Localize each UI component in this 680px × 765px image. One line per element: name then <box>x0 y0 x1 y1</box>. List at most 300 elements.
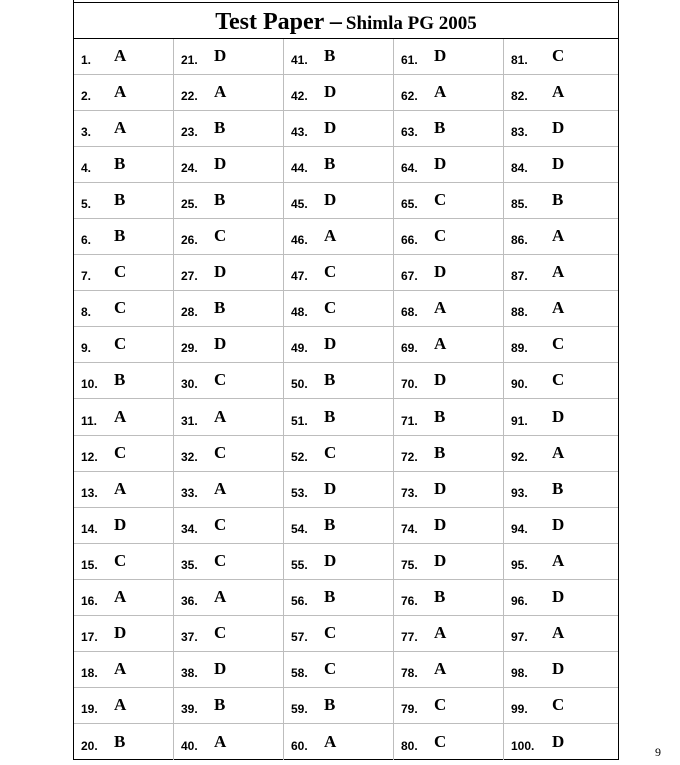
answer-cell <box>174 255 284 290</box>
question-number: 26. <box>181 233 198 248</box>
question-number: 78. <box>401 665 418 680</box>
answer-cell <box>284 580 394 615</box>
answer-letter: A <box>434 334 447 354</box>
question-number: 19. <box>81 701 98 716</box>
question-number: 96. <box>511 593 528 608</box>
answer-cell <box>174 688 284 723</box>
question-number: 88. <box>511 305 528 320</box>
question-number: 50. <box>291 377 308 392</box>
answer-cell <box>504 580 618 615</box>
question-number: 14. <box>81 521 98 536</box>
answer-letter: D <box>214 46 227 66</box>
question-number: 53. <box>291 485 308 500</box>
answer-letter: B <box>552 190 564 210</box>
answer-row <box>74 111 618 147</box>
question-number: 57. <box>291 629 308 644</box>
answer-cell <box>284 75 394 110</box>
answer-letter: A <box>214 82 227 102</box>
answer-cell <box>394 111 504 146</box>
question-number: 98. <box>511 665 528 680</box>
answer-cell <box>74 688 174 723</box>
answer-cell <box>504 39 618 74</box>
answer-cell <box>74 363 174 398</box>
question-number: 60. <box>291 738 308 753</box>
answer-cell <box>394 580 504 615</box>
answer-letter: B <box>324 406 336 426</box>
question-number: 6. <box>81 233 92 248</box>
answer-letter: B <box>324 514 336 534</box>
answer-cell <box>74 75 174 110</box>
answer-letter: D <box>552 406 565 426</box>
answer-row <box>74 219 618 255</box>
answer-row <box>74 580 618 616</box>
question-number: 25. <box>181 197 198 212</box>
answer-letter: D <box>324 478 337 498</box>
answer-letter: D <box>324 334 337 354</box>
question-number: 13. <box>81 485 98 500</box>
answer-letter: C <box>324 262 337 282</box>
question-number: 47. <box>291 269 308 284</box>
answer-cell <box>284 291 394 326</box>
question-number: 9. <box>81 341 92 356</box>
answer-letter: A <box>552 442 565 462</box>
answer-cell <box>394 147 504 182</box>
question-number: 49. <box>291 341 308 356</box>
answer-cell <box>174 580 284 615</box>
answer-letter: C <box>114 334 127 354</box>
answer-row <box>74 724 618 760</box>
answer-letter: D <box>552 731 565 751</box>
question-number: 23. <box>181 125 198 140</box>
answer-letter: B <box>324 694 336 714</box>
answer-cell <box>284 724 394 760</box>
answer-cell <box>504 436 618 471</box>
answer-cell <box>174 436 284 471</box>
question-number: 86. <box>511 233 528 248</box>
answer-row <box>74 399 618 435</box>
answer-letter: D <box>434 370 447 390</box>
answer-cell <box>74 652 174 687</box>
answer-cell <box>284 111 394 146</box>
question-number: 58. <box>291 665 308 680</box>
answer-cell <box>174 472 284 507</box>
question-number: 44. <box>291 161 308 176</box>
answer-cell <box>394 183 504 218</box>
question-number: 67. <box>401 269 418 284</box>
question-number: 28. <box>181 305 198 320</box>
answer-cell <box>394 219 504 254</box>
question-number: 4. <box>81 161 92 176</box>
question-number: 77. <box>401 629 418 644</box>
answer-letter: D <box>552 118 565 138</box>
question-number: 65. <box>401 197 418 212</box>
answer-cell <box>394 399 504 434</box>
answer-cell <box>504 544 618 579</box>
answer-letter: C <box>434 694 447 714</box>
question-number: 91. <box>511 413 528 428</box>
answer-letter: B <box>324 154 336 174</box>
answer-letter: C <box>324 622 337 642</box>
answer-cell <box>394 544 504 579</box>
answer-cell <box>74 544 174 579</box>
answer-letter: B <box>114 370 126 390</box>
answer-cell <box>284 544 394 579</box>
question-number: 35. <box>181 557 198 572</box>
answer-letter: D <box>552 658 565 678</box>
answer-letter: A <box>114 694 127 714</box>
answer-cell <box>74 255 174 290</box>
answer-cell <box>174 652 284 687</box>
question-number: 83. <box>511 125 528 140</box>
question-number: 10. <box>81 377 98 392</box>
question-number: 48. <box>291 305 308 320</box>
question-number: 5. <box>81 197 92 212</box>
question-number: 37. <box>181 629 198 644</box>
answer-cell <box>394 724 504 760</box>
question-number: 75. <box>401 557 418 572</box>
answer-cell <box>284 327 394 362</box>
answer-letter: B <box>552 478 564 498</box>
answer-letter: D <box>552 586 565 606</box>
question-number: 21. <box>181 53 198 68</box>
answer-row <box>74 75 618 111</box>
answer-letter: C <box>324 658 337 678</box>
answer-letter: A <box>434 298 447 318</box>
answer-letter: C <box>434 190 447 210</box>
question-number: 40. <box>181 738 198 753</box>
answer-letter: A <box>552 226 565 246</box>
answer-letter: D <box>114 622 127 642</box>
answer-letter: D <box>434 154 447 174</box>
answer-letter: B <box>324 586 336 606</box>
answer-row <box>74 327 618 363</box>
answer-cell <box>74 472 174 507</box>
answer-letter: D <box>324 82 337 102</box>
question-number: 56. <box>291 593 308 608</box>
answer-cell <box>394 436 504 471</box>
question-number: 70. <box>401 377 418 392</box>
question-number: 80. <box>401 738 418 753</box>
question-number: 29. <box>181 341 198 356</box>
answer-grid <box>74 39 618 759</box>
answer-cell <box>74 399 174 434</box>
answer-letter: C <box>434 731 447 751</box>
question-number: 99. <box>511 701 528 716</box>
question-number: 93. <box>511 485 528 500</box>
answer-cell <box>394 327 504 362</box>
question-number: 8. <box>81 305 92 320</box>
answer-cell <box>504 75 618 110</box>
answer-cell <box>394 291 504 326</box>
answer-letter: B <box>434 586 446 606</box>
question-number: 76. <box>401 593 418 608</box>
question-number: 15. <box>81 557 98 572</box>
answer-cell <box>74 147 174 182</box>
answer-letter: A <box>114 118 127 138</box>
question-number: 71. <box>401 413 418 428</box>
answer-letter: D <box>434 262 447 282</box>
answer-cell <box>504 111 618 146</box>
question-number: 7. <box>81 269 92 284</box>
answer-letter: A <box>434 622 447 642</box>
answer-cell <box>174 327 284 362</box>
question-number: 39. <box>181 701 198 716</box>
question-number: 62. <box>401 89 418 104</box>
answer-letter: A <box>434 658 447 678</box>
answer-row <box>74 183 618 219</box>
answer-cell <box>504 183 618 218</box>
answer-cell <box>504 291 618 326</box>
answer-cell <box>74 580 174 615</box>
answer-cell <box>74 183 174 218</box>
page-title: Test Paper – <box>215 9 342 35</box>
question-number: 72. <box>401 449 418 464</box>
answer-cell <box>284 688 394 723</box>
answer-cell <box>74 508 174 543</box>
answer-row <box>74 616 618 652</box>
answer-cell <box>174 544 284 579</box>
answer-letter: D <box>552 154 565 174</box>
question-number: 92. <box>511 449 528 464</box>
answer-cell <box>284 652 394 687</box>
answer-letter: C <box>324 298 337 318</box>
question-number: 89. <box>511 341 528 356</box>
question-number: 79. <box>401 701 418 716</box>
answer-cell <box>74 219 174 254</box>
question-number: 45. <box>291 197 308 212</box>
answer-letter: D <box>434 550 447 570</box>
answer-cell <box>74 616 174 651</box>
answer-letter: C <box>214 514 227 534</box>
answer-cell <box>174 111 284 146</box>
answer-cell <box>394 508 504 543</box>
answer-row <box>74 255 618 291</box>
answer-letter: D <box>214 154 227 174</box>
answer-cell <box>284 255 394 290</box>
question-number: 64. <box>401 161 418 176</box>
answer-cell <box>284 363 394 398</box>
answer-letter: D <box>324 190 337 210</box>
answer-letter: B <box>114 226 126 246</box>
answer-cell <box>504 688 618 723</box>
answer-letter: B <box>114 190 126 210</box>
answer-letter: A <box>214 586 227 606</box>
answer-letter: C <box>552 334 565 354</box>
answer-letter: B <box>114 731 126 751</box>
answer-cell <box>284 147 394 182</box>
answer-letter: A <box>434 82 447 102</box>
answer-cell <box>74 436 174 471</box>
answer-row <box>74 688 618 724</box>
answer-cell <box>504 724 618 760</box>
question-number: 30. <box>181 377 198 392</box>
answer-letter: D <box>214 262 227 282</box>
answer-letter: A <box>114 586 127 606</box>
answer-cell <box>394 39 504 74</box>
answer-letter: B <box>324 46 336 66</box>
answer-letter: D <box>434 46 447 66</box>
answer-cell <box>174 39 284 74</box>
answer-letter: B <box>214 298 226 318</box>
answer-cell <box>74 291 174 326</box>
answer-cell <box>174 291 284 326</box>
answer-cell <box>284 183 394 218</box>
answer-cell <box>504 327 618 362</box>
answer-letter: A <box>214 406 227 426</box>
answer-letter: A <box>114 406 127 426</box>
answer-letter: C <box>214 442 227 462</box>
answer-letter: A <box>552 550 565 570</box>
answer-letter: A <box>114 658 127 678</box>
answer-cell <box>394 688 504 723</box>
answer-letter: A <box>552 298 565 318</box>
answer-letter: C <box>552 46 565 66</box>
question-number: 24. <box>181 161 198 176</box>
answer-letter: C <box>324 442 337 462</box>
answer-cell <box>74 327 174 362</box>
question-number: 33. <box>181 485 198 500</box>
answer-cell <box>284 219 394 254</box>
question-number: 36. <box>181 593 198 608</box>
answer-cell <box>174 147 284 182</box>
question-number: 55. <box>291 557 308 572</box>
question-number: 22. <box>181 89 198 104</box>
question-number: 81. <box>511 53 528 68</box>
question-number: 66. <box>401 233 418 248</box>
answer-letter: D <box>434 514 447 534</box>
answer-letter: D <box>324 118 337 138</box>
answer-cell <box>504 147 618 182</box>
question-number: 74. <box>401 521 418 536</box>
answer-letter: D <box>434 478 447 498</box>
answer-cell <box>174 724 284 760</box>
title-row <box>74 2 618 39</box>
question-number: 85. <box>511 197 528 212</box>
answer-cell <box>284 472 394 507</box>
answer-cell <box>394 652 504 687</box>
question-number: 41. <box>291 53 308 68</box>
question-number: 73. <box>401 485 418 500</box>
answer-letter: A <box>114 478 127 498</box>
answer-cell <box>284 616 394 651</box>
question-number: 18. <box>81 665 98 680</box>
answer-cell <box>394 363 504 398</box>
answer-row <box>74 291 618 327</box>
answer-cell <box>284 436 394 471</box>
answer-cell <box>394 255 504 290</box>
answer-letter: C <box>214 622 227 642</box>
answer-cell <box>504 255 618 290</box>
answer-row <box>74 544 618 580</box>
answer-row <box>74 39 618 75</box>
answer-cell <box>74 724 174 760</box>
answer-letter: C <box>214 550 227 570</box>
answer-letter: C <box>114 550 127 570</box>
answer-cell <box>284 399 394 434</box>
answer-letter: A <box>552 262 565 282</box>
question-number: 34. <box>181 521 198 536</box>
answer-letter: A <box>114 46 127 66</box>
answer-letter: A <box>214 731 227 751</box>
question-number: 32. <box>181 449 198 464</box>
answer-cell <box>504 472 618 507</box>
answer-letter: D <box>552 514 565 534</box>
answer-cell <box>284 508 394 543</box>
page-subtitle: Shimla PG 2005 <box>345 13 477 34</box>
answer-letter: A <box>114 82 127 102</box>
question-number: 1. <box>81 53 92 68</box>
answer-cell <box>174 363 284 398</box>
answer-letter: B <box>434 118 446 138</box>
question-number: 31. <box>181 413 198 428</box>
answer-letter: C <box>552 370 565 390</box>
answer-cell <box>504 508 618 543</box>
answer-cell <box>174 508 284 543</box>
answer-cell <box>504 219 618 254</box>
answer-cell <box>504 652 618 687</box>
question-number: 94. <box>511 521 528 536</box>
answer-row <box>74 147 618 183</box>
answer-letter: B <box>114 154 126 174</box>
answer-letter: D <box>214 658 227 678</box>
question-number: 46. <box>291 233 308 248</box>
question-number: 51. <box>291 413 308 428</box>
answer-letter: C <box>434 226 447 246</box>
question-number: 38. <box>181 665 198 680</box>
answer-cell <box>174 75 284 110</box>
answer-letter: A <box>324 226 337 246</box>
question-number: 82. <box>511 89 528 104</box>
answer-letter: A <box>552 82 565 102</box>
question-number: 69. <box>401 341 418 356</box>
answer-letter: C <box>114 298 127 318</box>
question-number: 43. <box>291 125 308 140</box>
answer-letter: B <box>214 118 226 138</box>
question-number: 3. <box>81 125 92 140</box>
answer-cell <box>174 616 284 651</box>
answer-letter: A <box>214 478 227 498</box>
answer-cell <box>504 399 618 434</box>
answer-letter: A <box>552 622 565 642</box>
question-number: 84. <box>511 161 528 176</box>
answer-letter: C <box>114 262 127 282</box>
answer-letter: C <box>114 442 127 462</box>
answer-row <box>74 472 618 508</box>
answer-letter: B <box>434 406 446 426</box>
answer-cell <box>394 616 504 651</box>
question-number: 12. <box>81 449 98 464</box>
page-number: 9 <box>655 745 661 759</box>
question-number: 87. <box>511 269 528 284</box>
question-number: 11. <box>81 413 98 428</box>
answer-cell <box>504 616 618 651</box>
question-number: 95. <box>511 557 528 572</box>
question-number: 27. <box>181 269 198 284</box>
answer-letter: B <box>214 694 226 714</box>
question-number: 61. <box>401 53 418 68</box>
question-number: 2. <box>81 89 92 104</box>
answer-row <box>74 363 618 399</box>
question-number: 100. <box>511 738 535 753</box>
question-number: 68. <box>401 305 418 320</box>
question-number: 20. <box>81 738 98 753</box>
answer-key-sheet <box>73 0 619 760</box>
question-number: 54. <box>291 521 308 536</box>
answer-cell <box>174 183 284 218</box>
answer-row <box>74 508 618 544</box>
answer-cell <box>394 75 504 110</box>
answer-letter: B <box>214 190 226 210</box>
